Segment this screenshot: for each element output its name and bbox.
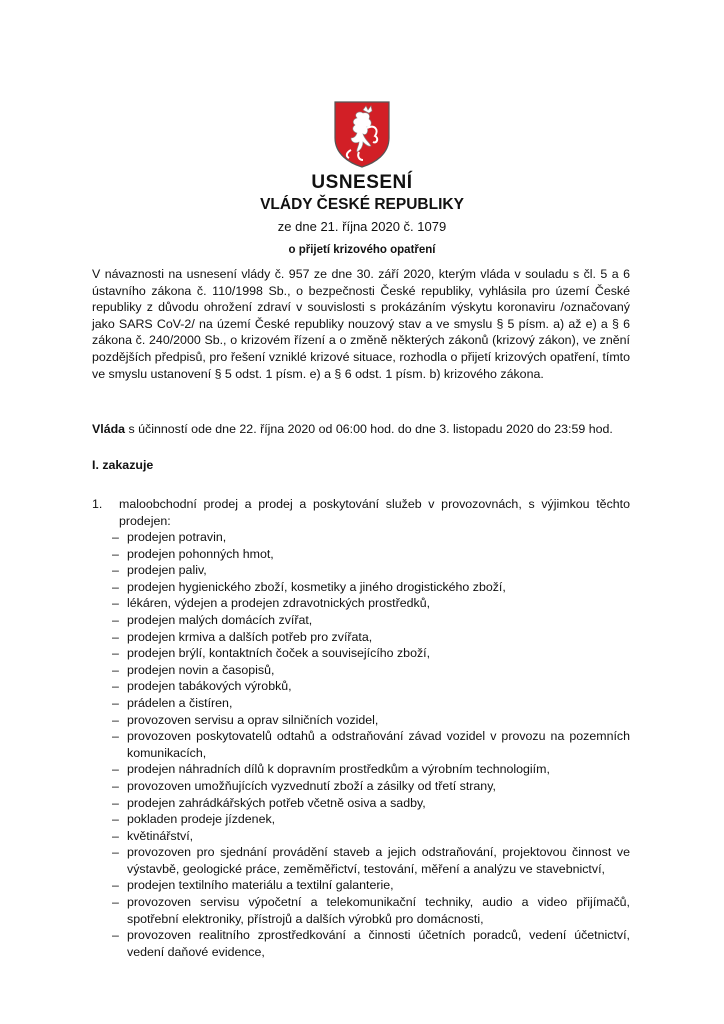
list-item-text: prodejen textilního materiálu a textilní galanterie, [127, 878, 394, 893]
dash-bullet: – [112, 612, 119, 627]
list-item [92, 645, 630, 662]
coat-of-arms-icon [333, 100, 391, 168]
list-item-text: provozoven realitního zprostředkování a činnosti účetních poradců, vedení účetnictví, vedení daňové evidence, [127, 928, 630, 959]
dash-bullet: – [112, 629, 119, 644]
list-item [92, 778, 630, 795]
list-item-text: pokladen prodeje jízdenek, [127, 812, 276, 827]
list-item [92, 695, 630, 712]
document-subject: o přijetí krizového opatření [288, 244, 436, 256]
list-item [92, 728, 630, 761]
list-item [92, 562, 630, 579]
dash-bullet: – [112, 695, 119, 710]
list-item [92, 811, 630, 828]
list-item-text: prodejen paliv, [127, 563, 207, 578]
dash-bullet: – [112, 928, 119, 943]
list-item-text: prodejen pohonných hmot, [127, 546, 274, 561]
item-number: 1. [92, 497, 103, 511]
list-item [92, 828, 630, 845]
dash-bullet: – [112, 596, 119, 611]
list-item [92, 629, 630, 646]
list-item [92, 612, 630, 629]
list-item [92, 579, 630, 596]
document-subtitle: VLÁDY ČESKÉ REPUBLIKY [260, 196, 464, 213]
list-item [92, 529, 630, 546]
list-item-text: prodejen krmiva a dalších potřeb pro zvířata, [127, 629, 373, 644]
list-item [92, 662, 630, 679]
dash-bullet: – [112, 812, 119, 827]
list-item-text: prodejen malých domácích zvířat, [127, 612, 313, 627]
dash-bullet: – [112, 662, 119, 677]
dash-bullet: – [112, 795, 119, 810]
list-item-text: prádelen a čistíren, [127, 695, 233, 710]
dash-bullet: – [112, 546, 119, 561]
document-date-number: ze dne 21. října 2020 č. 1079 [277, 219, 447, 234]
list-item-text: provozoven servisu výpočetní a telekomunikační techniky, audio a video přijímačů, spotřební elektroniky, přístrojů a dalších výrobků pro domácnosti, [127, 895, 630, 926]
list-item [92, 678, 630, 695]
decision-paragraph [92, 421, 630, 438]
numbered-item-1 [92, 496, 630, 529]
list-item-text: provozoven umožňujících vyzvednutí zboží a zásilky od třetí strany, [127, 778, 496, 793]
list-item-text: květinářství, [127, 828, 194, 843]
dash-bullet: – [112, 729, 119, 744]
dash-bullet: – [112, 712, 119, 727]
dash-bullet: – [112, 679, 119, 694]
dash-bullet: – [112, 878, 119, 893]
list-item-text: prodejen tabákových výrobků, [127, 679, 292, 694]
list-item [92, 712, 630, 729]
list-item [92, 877, 630, 894]
list-item-text: prodejen novin a časopisů, [127, 662, 275, 677]
dash-bullet: – [112, 530, 119, 544]
exceptions-list [92, 529, 630, 960]
list-item-text: prodejen potravin, [127, 530, 227, 544]
section-heading: I. zakazuje [92, 458, 154, 472]
list-item-text: prodejen hygienického zboží, kosmetiky a jiného drogistického zboží, [127, 579, 506, 594]
dash-bullet: – [112, 895, 119, 910]
dash-bullet: – [112, 845, 119, 860]
dash-bullet: – [112, 563, 119, 578]
list-item-text: provozoven servisu a oprav silničních vozidel, [127, 712, 379, 727]
list-item [92, 795, 630, 812]
list-item-text: prodejen zahrádkářských potřeb včetně osiva a sadby, [127, 795, 426, 810]
list-item [92, 761, 630, 778]
list-item-text: prodejen náhradních dílů k dopravním prostředkům a výrobním technologiím, [127, 762, 550, 777]
list-item [92, 546, 630, 563]
dash-bullet: – [112, 646, 119, 661]
item-text: maloobchodní prodej a prodej a poskytování služeb v provozovnách, s výjimkou těchto prodejen: [119, 497, 630, 528]
decision-text: s účinností ode dne 22. října 2020 od 06:00 hod. do dne 3. listopadu 2020 do 23:59 hod. [125, 422, 613, 436]
list-item [92, 844, 630, 877]
list-item-text: provozoven poskytovatelů odtahů a odstraňování závad vozidel v provozu na pozemních komunikacích, [127, 729, 630, 760]
dash-bullet: – [112, 778, 119, 793]
list-item [92, 595, 630, 612]
intro-paragraph: V návaznosti na usnesení vlády č. 957 ze dne 30. září 2020, kterým vláda v souladu s čl. 5 a 6 ústavního zákona č. 110/1998 Sb., o bezpečnosti České republiky, vyhlásila pro území České republiky z důvodu ohrožení zdraví v souvislosti s prokázáním výskytu koronaviru /označovaný jako SARS CoV-2/ na území České republiky nouzový stav a ve smyslu § 5 písm. a) až e) a § 6 zákona č. 240/2000 Sb., o krizovém řízení a o změně některých zákonů (krizový zákon), ve znění pozdějších předpisů, pro řešení vzniklé krizové situace, rozhodla o přijetí krizových opatření, tímto ve smyslu ustanovení § 5 odst. 1 písm. e) a § 6 odst. 1 písm. b) krizového zákona. [92, 267, 630, 381]
dash-bullet: – [112, 762, 119, 777]
decision-actor: Vláda [92, 422, 126, 436]
list-item-text: prodejen brýlí, kontaktních čoček a souvisejícího zboží, [127, 646, 431, 661]
dash-bullet: – [112, 579, 119, 594]
list-item [92, 894, 630, 927]
list-item-text: provozoven pro sjednání provádění staveb a jejich odstraňování, projektovou činnost ve výstavbě, geologické práce, zeměměřictví, testování, měření a analýzu ve stavebnictví, [127, 845, 630, 876]
list-item [92, 927, 630, 960]
dash-bullet: – [112, 828, 119, 843]
document-title: USNESENÍ [311, 172, 413, 193]
list-item-text: lékáren, výdejen a prodejen zdravotnických prostředků, [127, 596, 431, 611]
